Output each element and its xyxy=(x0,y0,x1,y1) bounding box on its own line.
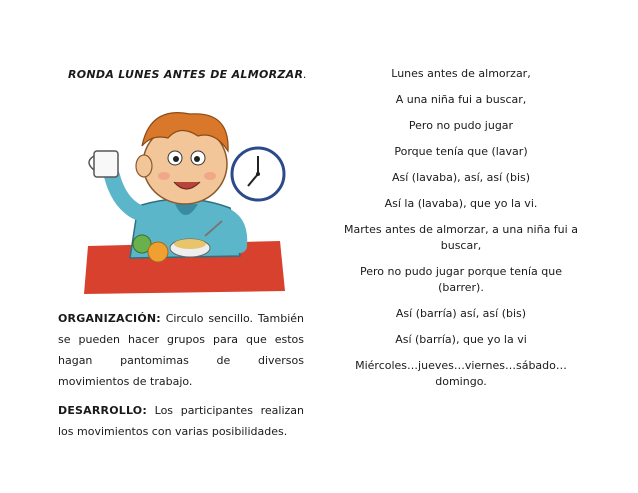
cup-icon xyxy=(94,151,118,177)
left-pupil xyxy=(173,156,179,162)
desarrollo-paragraph xyxy=(58,400,304,442)
title-text: RONDA LUNES ANTES DE ALMORZAR xyxy=(68,68,304,81)
orange-icon xyxy=(148,242,168,262)
song-line: A una niña fui a buscar, xyxy=(395,93,527,106)
clock-center xyxy=(256,172,260,176)
song-line: Lunes antes de almorzar, xyxy=(391,67,531,80)
song-line: Así (barría) así, así (bis) xyxy=(395,307,527,320)
song-line: Martes antes de almorzar, a una niña fui a buscar, xyxy=(344,223,578,252)
desarrollo-text: Los participantes realizan los movimientos con varias posibilidades. xyxy=(58,404,304,438)
organizacion-paragraph xyxy=(58,308,304,392)
left-arm xyxy=(112,176,142,214)
song-line: Así (lavaba), así, así (bis) xyxy=(391,171,531,184)
song-line: Así (barría), que yo la vi xyxy=(395,333,527,346)
song-line: Pero no pudo jugar xyxy=(408,119,514,132)
song-line: Así la (lavaba), que yo la vi. xyxy=(384,197,538,210)
boy-ear xyxy=(136,155,152,177)
organizacion-text: Circulo sencillo. También se pueden hacer grupos para que estos hagan pantomimas de diversos movimientos de trabajo. xyxy=(58,312,304,388)
boy-breakfast-illustration xyxy=(80,96,290,296)
desarrollo-label: DESARROLLO: xyxy=(58,404,147,417)
song-line: Pero no pudo jugar porque tenía que (barrer). xyxy=(360,265,562,294)
song-line: Porque tenía que (lavar) xyxy=(394,145,528,158)
song-lyrics xyxy=(336,66,586,400)
right-cheek xyxy=(204,172,216,180)
instructions xyxy=(58,308,304,450)
page-title xyxy=(68,68,307,81)
organizacion-label: ORGANIZACIÓN: xyxy=(58,312,161,325)
title-dot: . xyxy=(303,68,308,81)
bowl-cereal xyxy=(174,239,206,249)
left-cheek xyxy=(158,172,170,180)
right-pupil xyxy=(194,156,200,162)
song-line: Miércoles…jueves…viernes…sábado…domingo. xyxy=(355,359,567,388)
